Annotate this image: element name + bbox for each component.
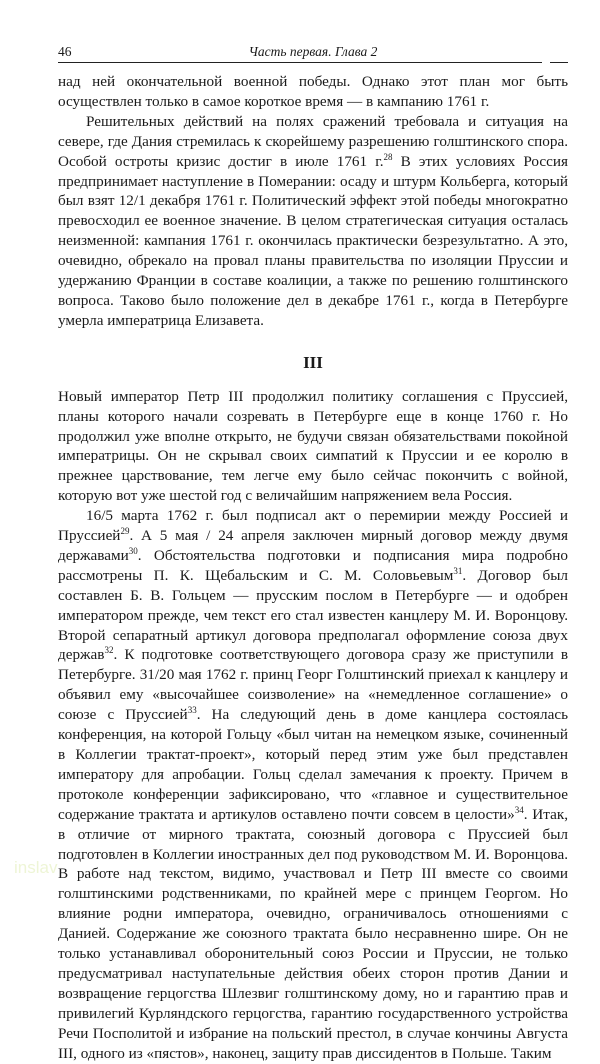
paragraph: 16/5 марта 1762 г. был подписал акт о перемирии между Россией и Пруссией$^{29}$. А 5 мая / 24 апреля заключен мирный договор между двумя державами$^{30}$. Обстоятельства подготовки и подписания мира подробно рассмотрены П. К. Щебальским и С. М. Соловьевым$^{31}$. Договор был составлен Б. В. Гольцем — прусским послом в Петербурге — и одобрен императором прежде, чем текст его стал известен канцлеру М. И. Воронцову. Второй сепаратный артикул договора предполагал оформление союза двух держав$^{32}$. К подготовке соответствующего договора сразу же приступили в Петербурге. 31/20 мая 1762 г. принц Георг Голштинский приехал к канцлеру и объявил ему «высочайшее соизволение» на «немедленное соглашение» о союзе с Пруссией$^{33}$. На следующий день в доме канцлера состоялась конференция, на которой Гольцу «был читан на немецком языке, сочиненный в Коллегии трактат-проект», который перед этим уже был представлен императору для апробации. Гольц сделал замечания к проекту. Причем в протоколе конференции зафиксировано, что «главное и существительное содержание трактата и артикулов оставлено почти совсем в целости»$^{34}$. Итак, в отличие от мирного трактата, союзный договора с Пруссией был подготовлен в Коллегии иностранных дел под руководством М. И. Воронцова. В работе над текстом, видимо, участвовал и Петр III вместе со своими голштинскими родственниками, по крайней мере с принцем Георгом. Но влияние родни императора, очевидно, ограничивалось отношениями с Данией. Содержание же союзного трактата было несравненно шире. Он не только устанавливал оборонительный союз России и Пруссии, не только предусматривал наступательные действия обеих сторон против Дании и возвращение герцогства Шлезвиг голштинскому дому, но и гарантию прав и привилегий Курляндского герцогства, гарантию государственного устройства Речи Посполитой и избрание на польский престол, в случае кончины Августа III, одного из «пястов», наконец, защиту прав диссидентов в Польше. Таким xyxy=(58,507,568,1062)
footnote-ref[interactable]: 28 xyxy=(383,151,393,162)
page-number: 46 xyxy=(58,44,72,59)
paragraph: Новый император Петр III продолжил политику соглашения с Пруссией, планы которого начали созревать в Петербурге еще в конце 1760 г. Но продолжил уже вполне открыто, не будучи связан обязательствами покойной императрицы. Он не скрывал своих симпатий к Пруссии и ее королю в прежнее царствование, тем легче ему было сейчас покончить с войной, которую вот уже шестой год с величайшим напряжением вела Россия. xyxy=(58,387,568,505)
pre-section-paragraphs xyxy=(58,72,568,331)
paragraph: над ней окончательной военной победы. Однако этот план мог быть осуществлен только в самое короткое время — в кампанию 1761 г. xyxy=(58,73,568,110)
footnote-ref[interactable]: 33 xyxy=(187,705,197,716)
footnote-ref[interactable]: 32 xyxy=(104,645,114,656)
header-rule xyxy=(58,62,542,63)
body-text xyxy=(58,72,568,1064)
section-paragraphs xyxy=(58,387,568,1064)
header-rule-tail xyxy=(550,62,568,63)
footnote-ref[interactable]: 29 xyxy=(120,525,130,536)
watermark: inslav xyxy=(14,858,58,877)
running-head xyxy=(58,40,568,62)
paragraph: Решительных действий на полях сражений требовала и ситуация на севере, где Дания стремилась к скорейшему разрешению голштинского спора. Особой остроты кризис достиг в июле 1761 г.$^{28}$ В этих условиях Россия предпринимает наступление в Померании: осаду и штурм Кольберга, который был взят 12/1 декабря 1761 г. Политический эффект этой победы многократно превосходил ее военное значение. В целом стратегическая ситуация осталась неизменной: кампания 1761 г. окончилась практически безрезультатно. А это, очевидно, обрекало на провал планы правительства по изоляции Пруссии и удержанию Франции в составе коалиции, а также по решению голштинского вопроса. Таково было положение дел в декабре 1761 г., когда в Петербурге умерла императрица Елизавета. xyxy=(58,112,569,329)
footnote-ref[interactable]: 34 xyxy=(514,804,524,815)
footnote-ref[interactable]: 30 xyxy=(128,545,138,556)
book-page xyxy=(58,40,568,1064)
running-title: Часть первая. Глава 2 xyxy=(248,44,378,59)
section-heading: III xyxy=(303,352,323,372)
footnote-ref[interactable]: 31 xyxy=(453,565,463,576)
